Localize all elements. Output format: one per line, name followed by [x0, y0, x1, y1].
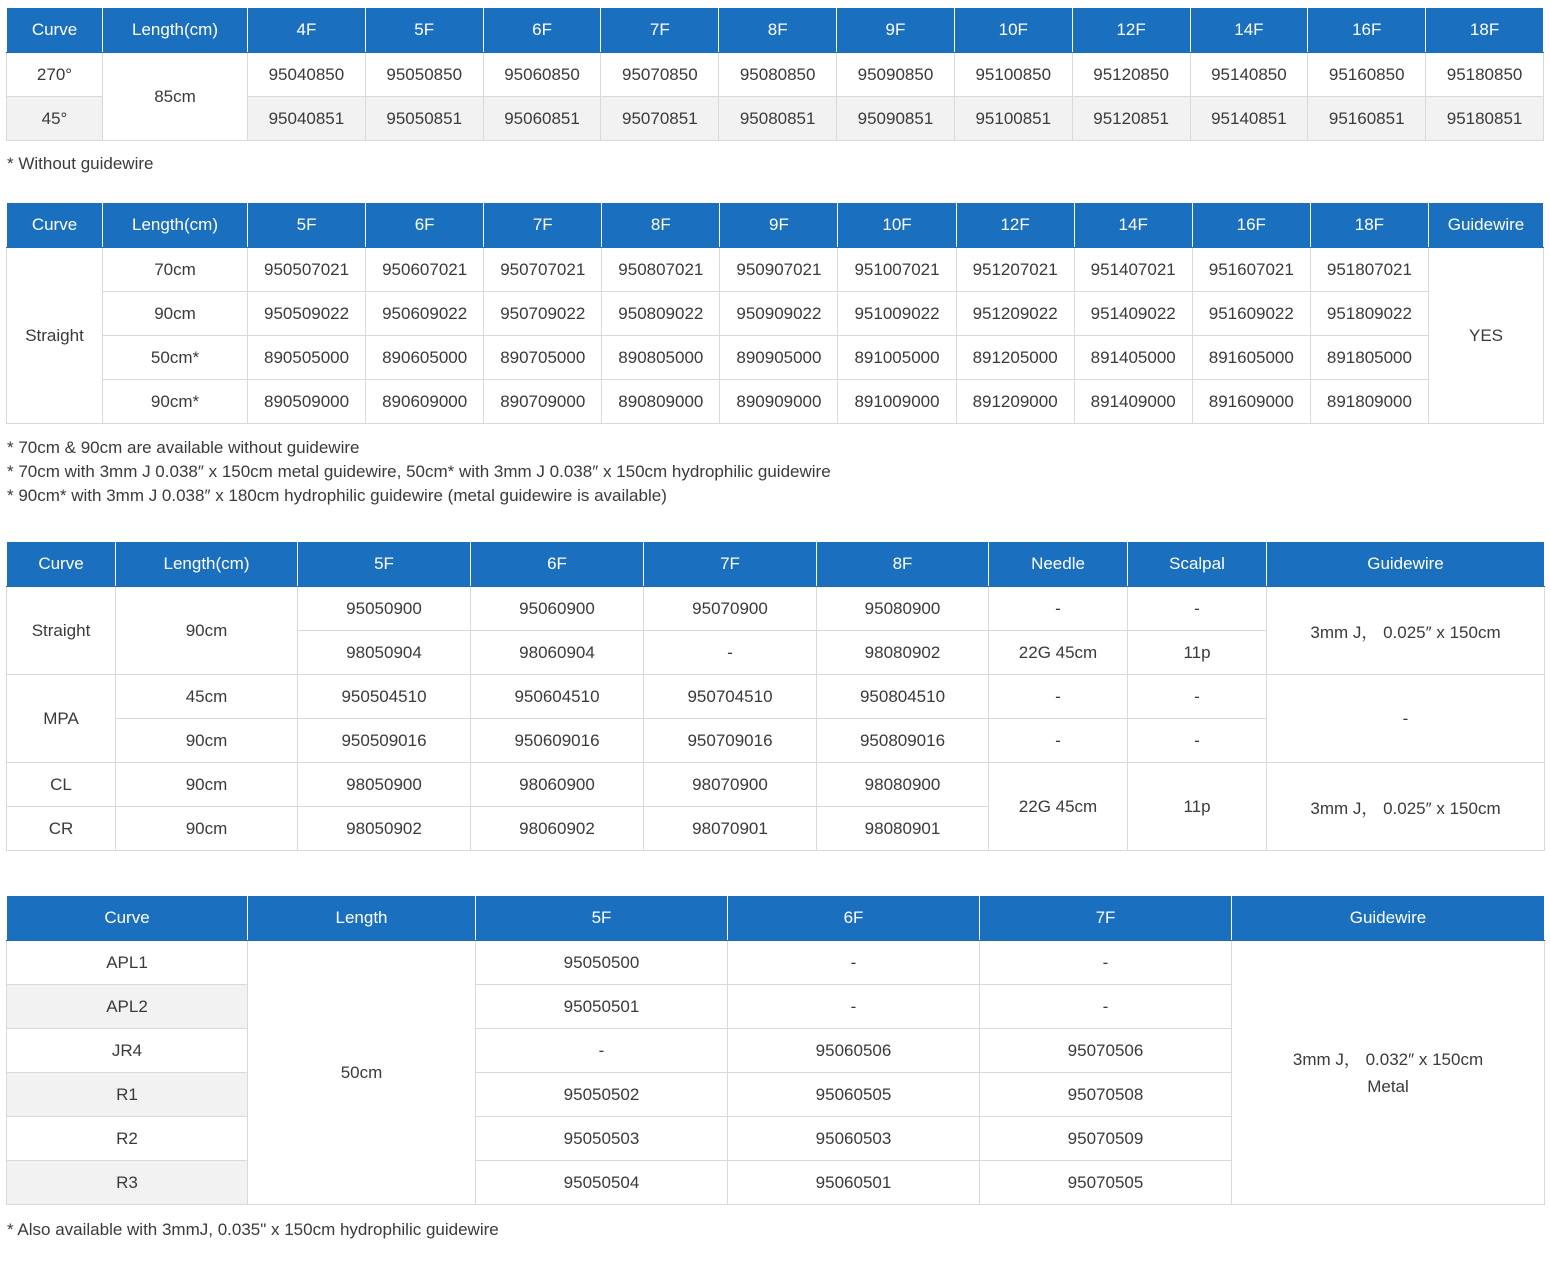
column-header: Curve — [7, 8, 103, 53]
code-cell: 891005000 — [838, 336, 956, 380]
code-cell: 890905000 — [720, 336, 838, 380]
curve-cell: 270° — [7, 53, 103, 97]
column-header: Guidewire — [1267, 542, 1545, 587]
table-row — [7, 941, 1545, 985]
column-header: 5F — [365, 8, 483, 53]
code-cell: 890809000 — [602, 380, 720, 424]
code-cell: 95180850 — [1426, 53, 1544, 97]
needle-cell: - — [989, 587, 1128, 631]
code-cell: 951807021 — [1310, 248, 1428, 292]
curve-cell: CR — [7, 807, 116, 851]
code-cell: 950804510 — [817, 675, 989, 719]
column-header: 14F — [1074, 203, 1192, 248]
curve-cell: R2 — [7, 1117, 248, 1161]
column-header: 18F — [1426, 8, 1544, 53]
code-cell: 95070900 — [644, 587, 817, 631]
code-cell: - — [476, 1029, 728, 1073]
code-cell: 95040850 — [248, 53, 366, 97]
curve-cell: CL — [7, 763, 116, 807]
code-cell: 95050501 — [476, 985, 728, 1029]
code-cell: 891609000 — [1192, 380, 1310, 424]
column-header: 7F — [644, 542, 817, 587]
curve-cell: R3 — [7, 1161, 248, 1205]
code-cell: 890509000 — [248, 380, 366, 424]
catheter-table-4 — [6, 896, 1545, 1205]
code-cell: 951409022 — [1074, 292, 1192, 336]
code-cell: 95070509 — [980, 1117, 1232, 1161]
code-cell: 950504510 — [298, 675, 471, 719]
code-cell: 891405000 — [1074, 336, 1192, 380]
code-cell: 890705000 — [484, 336, 602, 380]
code-cell: 98050904 — [298, 631, 471, 675]
code-cell: 951607021 — [1192, 248, 1310, 292]
code-cell: 890609000 — [366, 380, 484, 424]
column-header: Curve — [7, 542, 116, 587]
code-cell: 95070506 — [980, 1029, 1232, 1073]
table-row — [7, 248, 1544, 292]
curve-cell: 45° — [7, 97, 103, 141]
table-row — [7, 336, 1544, 380]
code-cell: 950809022 — [602, 292, 720, 336]
code-cell: 950509022 — [248, 292, 366, 336]
needle-cell: 22G 45cm — [989, 631, 1128, 675]
code-cell: 95120851 — [1072, 97, 1190, 141]
code-cell: 98080902 — [817, 631, 989, 675]
code-cell: 95050504 — [476, 1161, 728, 1205]
column-header: Guidewire — [1232, 896, 1545, 941]
code-cell: 950604510 — [471, 675, 644, 719]
code-cell: - — [728, 941, 980, 985]
length-cell: 70cm — [103, 248, 248, 292]
code-cell: - — [644, 631, 817, 675]
column-header: Length(cm) — [103, 8, 248, 53]
code-cell: 891209000 — [956, 380, 1074, 424]
table-header-row — [7, 896, 1545, 941]
code-cell: 950809016 — [817, 719, 989, 763]
table-row — [7, 53, 1544, 97]
code-cell: 950707021 — [484, 248, 602, 292]
table-4-note: * Also available with 3mmJ, 0.035" x 150cm hydrophilic guidewire — [7, 1220, 499, 1239]
table-2-note-3: * 90cm* with 3mm J 0.038″ x 180cm hydrophilic guidewire (metal guidewire is available) — [7, 486, 667, 505]
code-cell: 95070851 — [601, 97, 719, 141]
code-cell: 95100851 — [954, 97, 1072, 141]
column-header: 8F — [817, 542, 989, 587]
code-cell: 891009000 — [838, 380, 956, 424]
column-header: 5F — [298, 542, 471, 587]
code-cell: 951809022 — [1310, 292, 1428, 336]
guidewire-cell — [1232, 941, 1545, 1205]
code-cell: 95070508 — [980, 1073, 1232, 1117]
table-1-note: * Without guidewire — [7, 154, 154, 173]
code-cell: 950609016 — [471, 719, 644, 763]
length-cell: 45cm — [116, 675, 298, 719]
code-cell: 98060904 — [471, 631, 644, 675]
table-2-note-2: * 70cm with 3mm J 0.038″ x 150cm metal guidewire, 50cm* with 3mm J 0.038″ x 150cm hydrophilic guidewire — [7, 462, 831, 481]
code-cell: 98050902 — [298, 807, 471, 851]
code-cell: 951609022 — [1192, 292, 1310, 336]
code-cell: 891409000 — [1074, 380, 1192, 424]
length-cell: 85cm — [103, 53, 248, 141]
code-cell: 95140851 — [1190, 97, 1308, 141]
catheter-table-1 — [6, 8, 1544, 141]
code-cell: 951007021 — [838, 248, 956, 292]
code-cell: 95080851 — [719, 97, 837, 141]
curve-cell: JR4 — [7, 1029, 248, 1073]
curve-cell: Straight — [7, 248, 103, 424]
code-cell: 950909022 — [720, 292, 838, 336]
curve-cell: APL2 — [7, 985, 248, 1029]
code-cell: 95050503 — [476, 1117, 728, 1161]
code-cell: 95050500 — [476, 941, 728, 985]
column-header: 9F — [720, 203, 838, 248]
scalpal-cell: 11p — [1128, 631, 1267, 675]
code-cell: 950509016 — [298, 719, 471, 763]
code-cell: 95080900 — [817, 587, 989, 631]
column-header: 7F — [484, 203, 602, 248]
code-cell: 951009022 — [838, 292, 956, 336]
column-header: 12F — [1072, 8, 1190, 53]
column-header: Length(cm) — [103, 203, 248, 248]
column-header: Guidewire — [1429, 203, 1544, 248]
scalpal-cell: - — [1128, 675, 1267, 719]
length-cell: 90cm — [116, 719, 298, 763]
table-row — [7, 292, 1544, 336]
code-cell: 950907021 — [720, 248, 838, 292]
length-cell: 90cm — [116, 587, 298, 675]
curve-cell: R1 — [7, 1073, 248, 1117]
code-cell: 951207021 — [956, 248, 1074, 292]
column-header: 16F — [1308, 8, 1426, 53]
column-header: 16F — [1192, 203, 1310, 248]
code-cell: 98060900 — [471, 763, 644, 807]
table-header-row — [7, 203, 1544, 248]
code-cell: 95060503 — [728, 1117, 980, 1161]
code-cell: 95040851 — [248, 97, 366, 141]
code-cell: - — [728, 985, 980, 1029]
code-cell: 95160850 — [1308, 53, 1426, 97]
column-header: 14F — [1190, 8, 1308, 53]
length-cell: 90cm — [116, 807, 298, 851]
column-header: 9F — [837, 8, 955, 53]
column-header: 6F — [471, 542, 644, 587]
catheter-table-2 — [6, 203, 1544, 424]
code-cell: 98050900 — [298, 763, 471, 807]
guidewire-cell: 3mm J， 0.025″ x 150cm — [1267, 587, 1545, 675]
code-cell: 95070505 — [980, 1161, 1232, 1205]
code-cell: 950507021 — [248, 248, 366, 292]
column-header: 18F — [1310, 203, 1428, 248]
code-cell: 95060505 — [728, 1073, 980, 1117]
guidewire-spec: 3mm J， 0.032″ x 150cm — [1292, 1049, 1484, 1069]
code-cell: 891605000 — [1192, 336, 1310, 380]
code-cell: - — [980, 941, 1232, 985]
code-cell: 950704510 — [644, 675, 817, 719]
length-cell: 90cm — [103, 292, 248, 336]
code-cell: 951209022 — [956, 292, 1074, 336]
column-header: 5F — [248, 203, 366, 248]
code-cell: 951407021 — [1074, 248, 1192, 292]
code-cell: 95070850 — [601, 53, 719, 97]
code-cell: 95060850 — [483, 53, 601, 97]
code-cell: 98080900 — [817, 763, 989, 807]
code-cell: 950609022 — [366, 292, 484, 336]
column-header: Scalpal — [1128, 542, 1267, 587]
code-cell: 891805000 — [1310, 336, 1428, 380]
code-cell: - — [980, 985, 1232, 1029]
code-cell: 98070900 — [644, 763, 817, 807]
curve-cell: APL1 — [7, 941, 248, 985]
code-cell: 98080901 — [817, 807, 989, 851]
code-cell: 95160851 — [1308, 97, 1426, 141]
curve-cell: MPA — [7, 675, 116, 763]
code-cell: 950709022 — [484, 292, 602, 336]
code-cell: 95050502 — [476, 1073, 728, 1117]
code-cell: 890909000 — [720, 380, 838, 424]
code-cell: 95060501 — [728, 1161, 980, 1205]
column-header: 8F — [602, 203, 720, 248]
column-header: 8F — [719, 8, 837, 53]
code-cell: 95050850 — [365, 53, 483, 97]
code-cell: 95050851 — [365, 97, 483, 141]
scalpal-cell: - — [1128, 587, 1267, 631]
code-cell: 891205000 — [956, 336, 1074, 380]
table-header-row — [7, 8, 1544, 53]
code-cell: 950807021 — [602, 248, 720, 292]
guidewire-cell: - — [1267, 675, 1545, 763]
code-cell: 95080850 — [719, 53, 837, 97]
length-cell: 50cm — [248, 941, 476, 1205]
column-header: 7F — [980, 896, 1232, 941]
code-cell: 950709016 — [644, 719, 817, 763]
column-header: 5F — [476, 896, 728, 941]
guidewire-cell: YES — [1429, 248, 1544, 424]
code-cell: 95060851 — [483, 97, 601, 141]
length-cell: 50cm* — [103, 336, 248, 380]
code-cell: 890709000 — [484, 380, 602, 424]
column-header: 6F — [483, 8, 601, 53]
code-cell: 95100850 — [954, 53, 1072, 97]
column-header: Length(cm) — [116, 542, 298, 587]
column-header: Curve — [7, 896, 248, 941]
column-header: Needle — [989, 542, 1128, 587]
table-header-row — [7, 542, 1545, 587]
table-row — [7, 380, 1544, 424]
code-cell: 98070901 — [644, 807, 817, 851]
length-cell: 90cm* — [103, 380, 248, 424]
needle-cell: - — [989, 675, 1128, 719]
column-header: 7F — [601, 8, 719, 53]
code-cell: 98060902 — [471, 807, 644, 851]
code-cell: 95050900 — [298, 587, 471, 631]
code-cell: 890805000 — [602, 336, 720, 380]
code-cell: 95060506 — [728, 1029, 980, 1073]
code-cell: 890605000 — [366, 336, 484, 380]
scalpal-cell: - — [1128, 719, 1267, 763]
guidewire-material: Metal — [1367, 1076, 1409, 1096]
catheter-table-3 — [6, 542, 1545, 851]
length-cell: 90cm — [116, 763, 298, 807]
needle-cell: 22G 45cm — [989, 763, 1128, 851]
column-header: Length — [248, 896, 476, 941]
code-cell: 95090851 — [837, 97, 955, 141]
scalpal-cell: 11p — [1128, 763, 1267, 851]
column-header: Curve — [7, 203, 103, 248]
code-cell: 95180851 — [1426, 97, 1544, 141]
code-cell: 950607021 — [366, 248, 484, 292]
table-2-note-1: * 70cm & 90cm are available without guidewire — [7, 438, 360, 457]
code-cell: 890505000 — [248, 336, 366, 380]
column-header: 10F — [838, 203, 956, 248]
needle-cell: - — [989, 719, 1128, 763]
column-header: 10F — [954, 8, 1072, 53]
code-cell: 95120850 — [1072, 53, 1190, 97]
column-header: 4F — [248, 8, 366, 53]
code-cell: 891809000 — [1310, 380, 1428, 424]
code-cell: 95090850 — [837, 53, 955, 97]
column-header: 6F — [366, 203, 484, 248]
curve-cell: Straight — [7, 587, 116, 675]
guidewire-cell: 3mm J， 0.025″ x 150cm — [1267, 763, 1545, 851]
column-header: 6F — [728, 896, 980, 941]
column-header: 12F — [956, 203, 1074, 248]
code-cell: 95140850 — [1190, 53, 1308, 97]
code-cell: 95060900 — [471, 587, 644, 631]
